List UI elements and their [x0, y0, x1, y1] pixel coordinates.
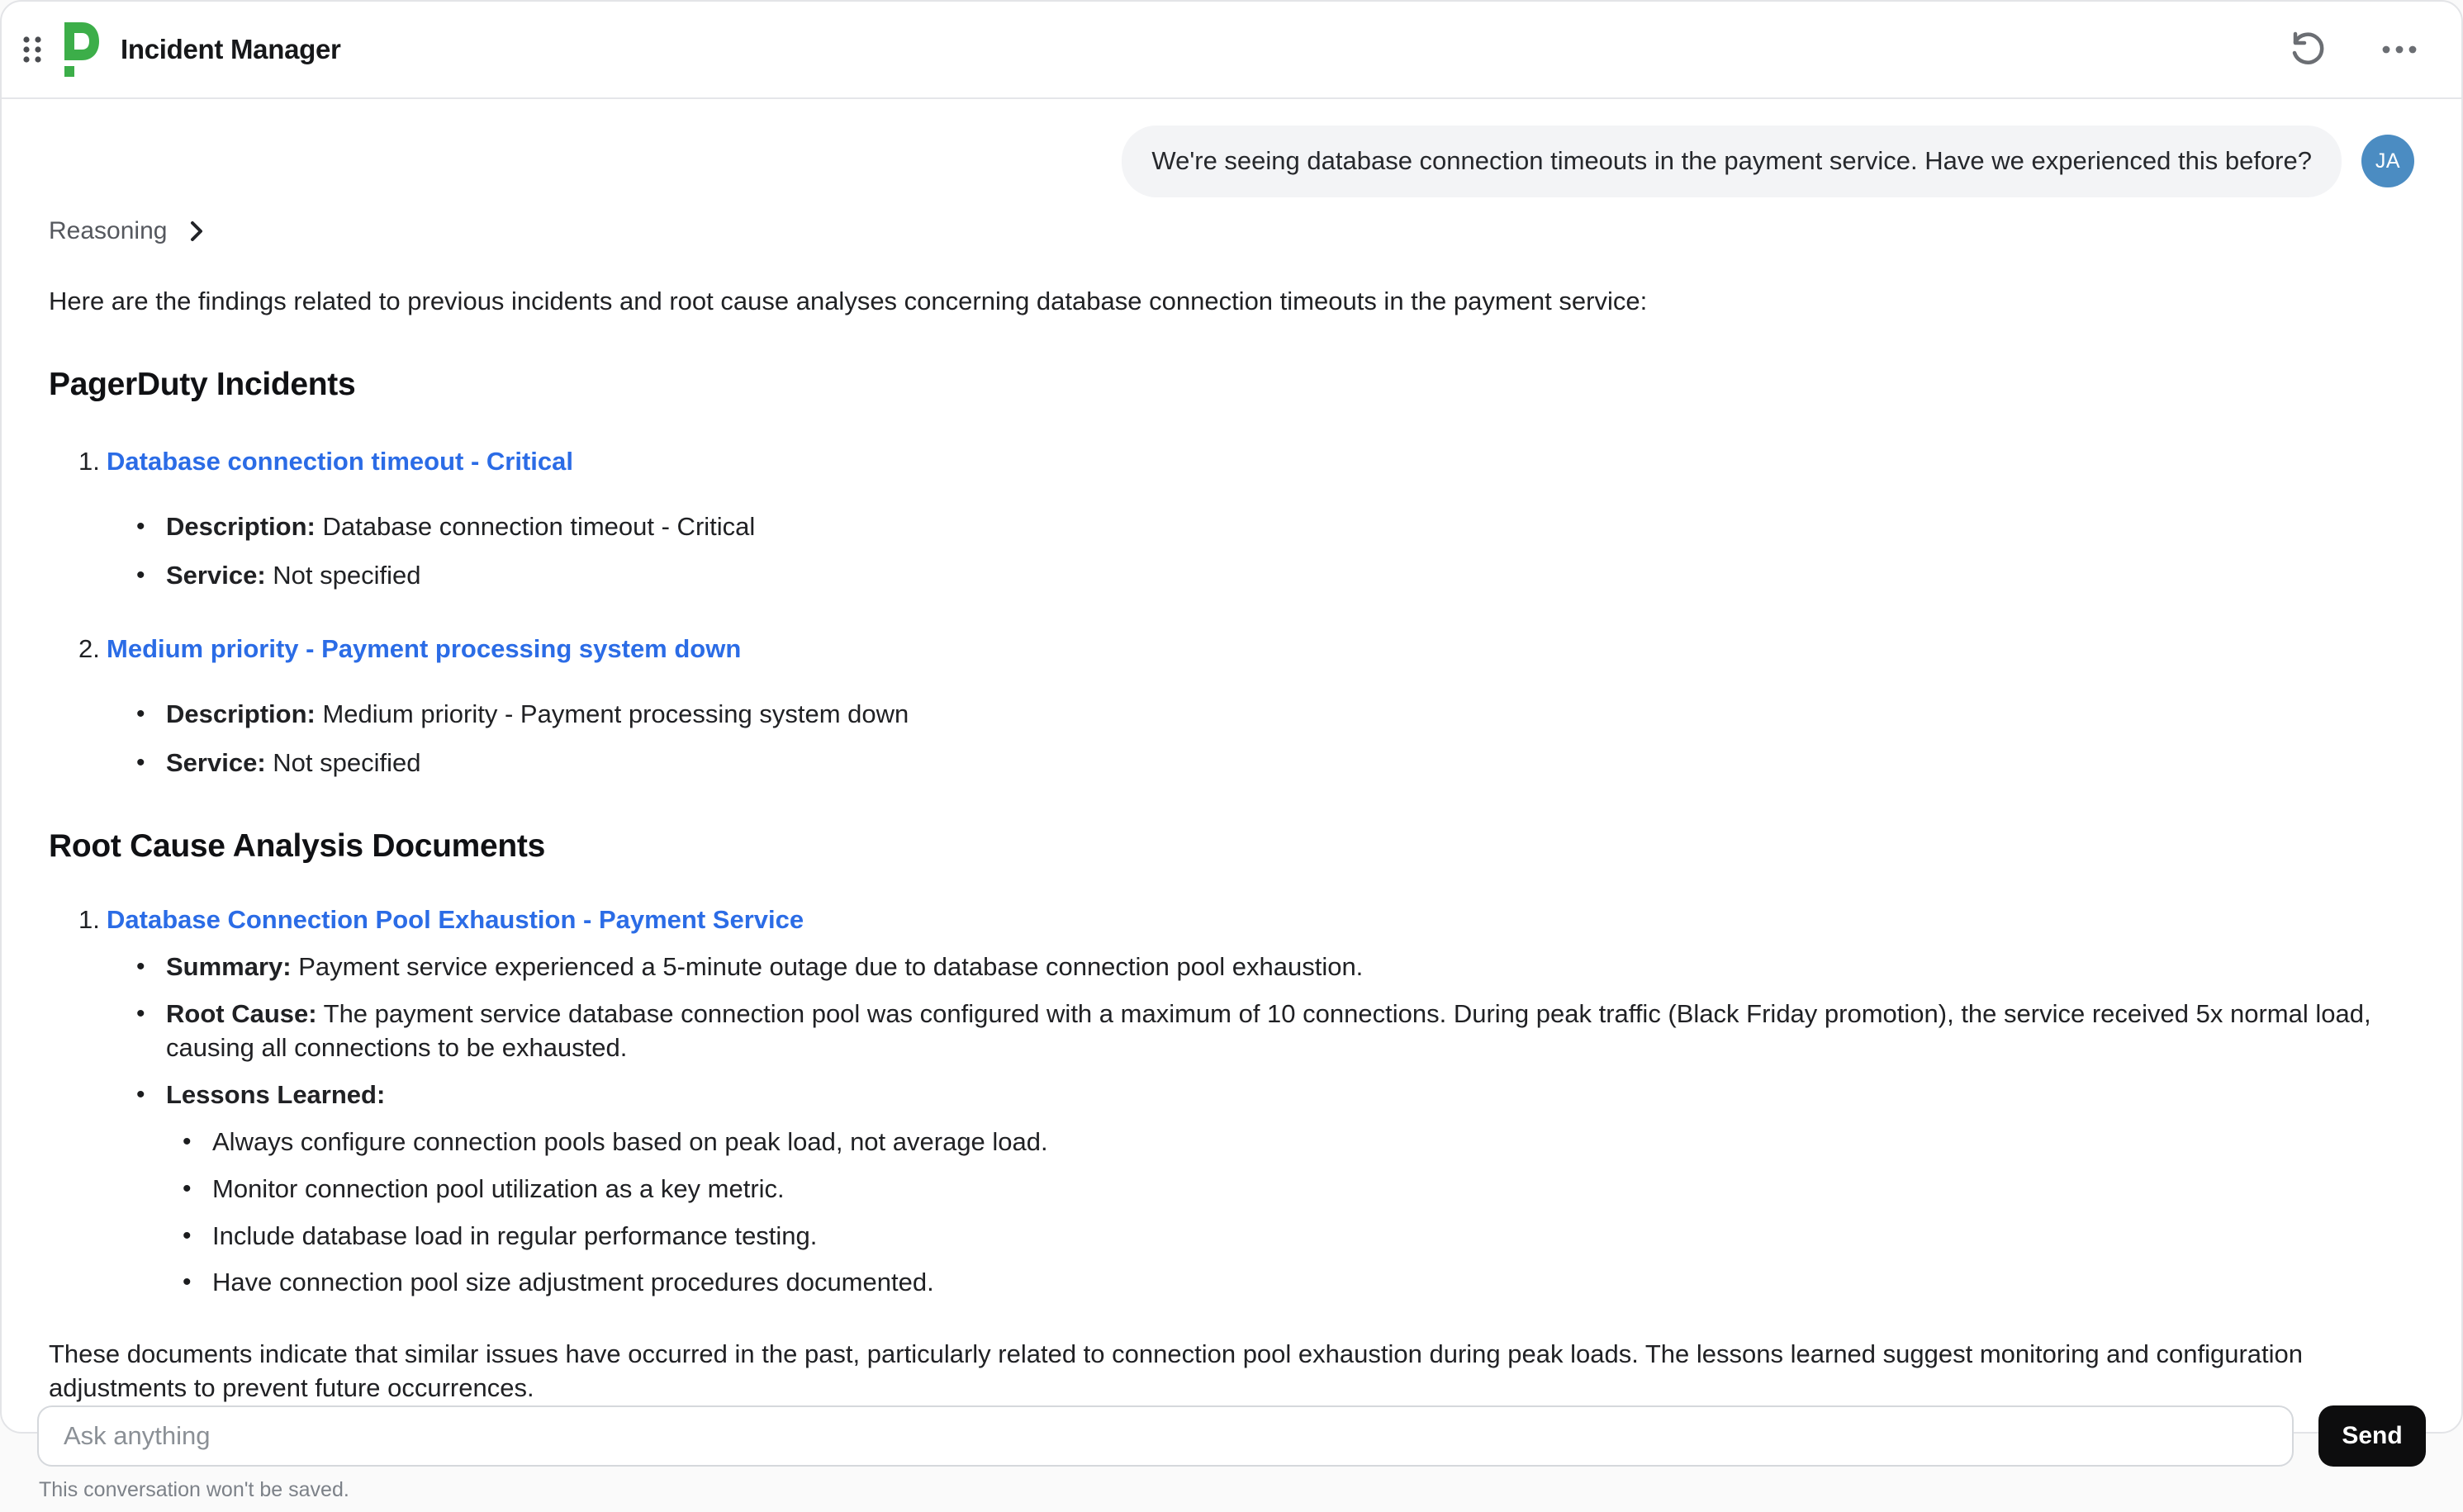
- send-button[interactable]: Send: [2318, 1405, 2426, 1467]
- window-header: [2, 2, 2461, 99]
- user-avatar: JA: [2361, 135, 2414, 187]
- composer-row: [37, 1405, 2426, 1467]
- detail-label: Root Cause:: [166, 999, 317, 1028]
- item-number: 1.: [78, 905, 100, 935]
- bullet-icon: •: [183, 1127, 192, 1155]
- detail-label: Description:: [166, 699, 316, 728]
- detail-label: Service:: [166, 561, 266, 590]
- sub-detail-text: Include database load in regular performance testing.: [212, 1221, 818, 1250]
- ellipsis-icon: [2380, 44, 2418, 55]
- chevron-right-icon: [190, 220, 203, 242]
- sub-detail-text: Always configure connection pools based on peak load, not average load.: [212, 1126, 1048, 1156]
- bullet-icon: •: [136, 699, 145, 728]
- detail-label: Summary:: [166, 952, 292, 982]
- item-details: [107, 698, 2414, 780]
- bullet-icon: •: [136, 1000, 145, 1027]
- header-left: [20, 22, 341, 77]
- item-body: [107, 445, 2414, 593]
- bullet-icon: •: [136, 748, 145, 776]
- pagerduty-logo-icon: [59, 22, 99, 77]
- detail-text: Service: Not specified: [166, 747, 421, 777]
- detail-label: Lessons Learned:: [166, 1079, 386, 1109]
- item-body: [107, 633, 2414, 780]
- section-title: Root Cause Analysis Documents: [49, 827, 545, 864]
- reset-conversation-button[interactable]: [2281, 25, 2331, 74]
- detail-row: [107, 998, 2414, 1065]
- document-link[interactable]: Medium priority - Payment processing system down: [107, 634, 742, 663]
- sub-detail-row: [107, 1126, 2414, 1159]
- findings-intro: Here are the findings related to previous incidents and root cause analyses concerning database connection timeouts in the payment service:: [49, 286, 1648, 315]
- app-title: Incident Manager: [121, 34, 341, 64]
- document-link[interactable]: Database Connection Pool Exhaustion - Payment Service: [107, 905, 804, 935]
- header-right: [2281, 25, 2425, 74]
- document-link[interactable]: Database connection timeout - Critical: [107, 447, 573, 476]
- incident-list: [49, 445, 2414, 780]
- detail-row: [107, 698, 2414, 732]
- detail-label: Description:: [166, 512, 316, 542]
- chat-transcript: [2, 99, 2461, 1405]
- bullet-icon: •: [183, 1174, 192, 1202]
- incident-list: [49, 903, 2414, 1300]
- item-body: [107, 903, 2414, 1300]
- sub-detail-row: [107, 1266, 2414, 1300]
- bullet-icon: •: [183, 1268, 192, 1296]
- item-details: [107, 950, 2414, 1300]
- detail-label: Service:: [166, 747, 266, 777]
- sub-detail-row: [107, 1220, 2414, 1254]
- detail-text: Description: Medium priority - Payment processing system down: [166, 699, 909, 728]
- disclaimer-text: This conversation won't be saved.: [39, 1478, 349, 1502]
- ask-input[interactable]: [37, 1405, 2294, 1467]
- user-message-row: [49, 126, 2414, 197]
- detail-text: Description: Database connection timeout - Critical: [166, 512, 756, 542]
- detail-text: Service: Not specified: [166, 561, 421, 590]
- detail-row: [107, 950, 2414, 984]
- user-message-bubble: We're seeing database connection timeouts in the payment service. Have we experienced this before?: [1122, 126, 2342, 197]
- detail-text: [166, 1078, 2414, 1112]
- bullet-icon: •: [136, 1080, 145, 1108]
- bullet-icon: •: [136, 953, 145, 981]
- detail-row: [107, 747, 2414, 780]
- assistant-message: [49, 217, 2414, 1405]
- reset-icon: [2288, 31, 2324, 68]
- findings-sections: [49, 363, 2414, 1301]
- sub-detail-text: Monitor connection pool utilization as a key metric.: [212, 1173, 785, 1203]
- item-number: 2.: [78, 634, 100, 663]
- list-item: [49, 633, 2414, 780]
- bullet-icon: •: [183, 1221, 192, 1249]
- drag-handle-icon[interactable]: [20, 28, 45, 71]
- detail-text: Root Cause: The payment service database connection pool was configured with a maximum of 10 connections. During peak traffic (Black Friday promotion), the service received 5x normal load, causing all connections to be exhausted.: [166, 999, 2371, 1062]
- item-number: 1.: [78, 447, 100, 476]
- sub-detail-text: Have connection pool size adjustment procedures documented.: [212, 1268, 934, 1297]
- bullet-icon: •: [136, 513, 145, 541]
- reasoning-label: Reasoning: [49, 216, 168, 244]
- detail-row: [107, 559, 2414, 593]
- reasoning-toggle[interactable]: [49, 217, 203, 245]
- list-item: [49, 903, 2414, 1300]
- sub-detail-row: [107, 1173, 2414, 1206]
- bullet-icon: •: [136, 562, 145, 590]
- findings-closing: These documents indicate that similar issues have occurred in the past, particularly related to connection pool exhaustion during peak loads. The lessons learned suggest monitoring and configuration adjustments to prevent future occurrences.: [49, 1339, 2304, 1403]
- detail-row: [107, 510, 2414, 544]
- detail-text: Summary: Payment service experienced a 5-minute outage due to database connection pool exhaustion.: [166, 952, 1364, 982]
- detail-row: [107, 1078, 2414, 1112]
- more-options-button[interactable]: [2374, 37, 2425, 62]
- list-item: [49, 445, 2414, 593]
- item-details: [107, 510, 2414, 593]
- section-title: PagerDuty Incidents: [49, 366, 356, 402]
- composer: [2, 1405, 2461, 1512]
- drag-dots: [21, 33, 43, 66]
